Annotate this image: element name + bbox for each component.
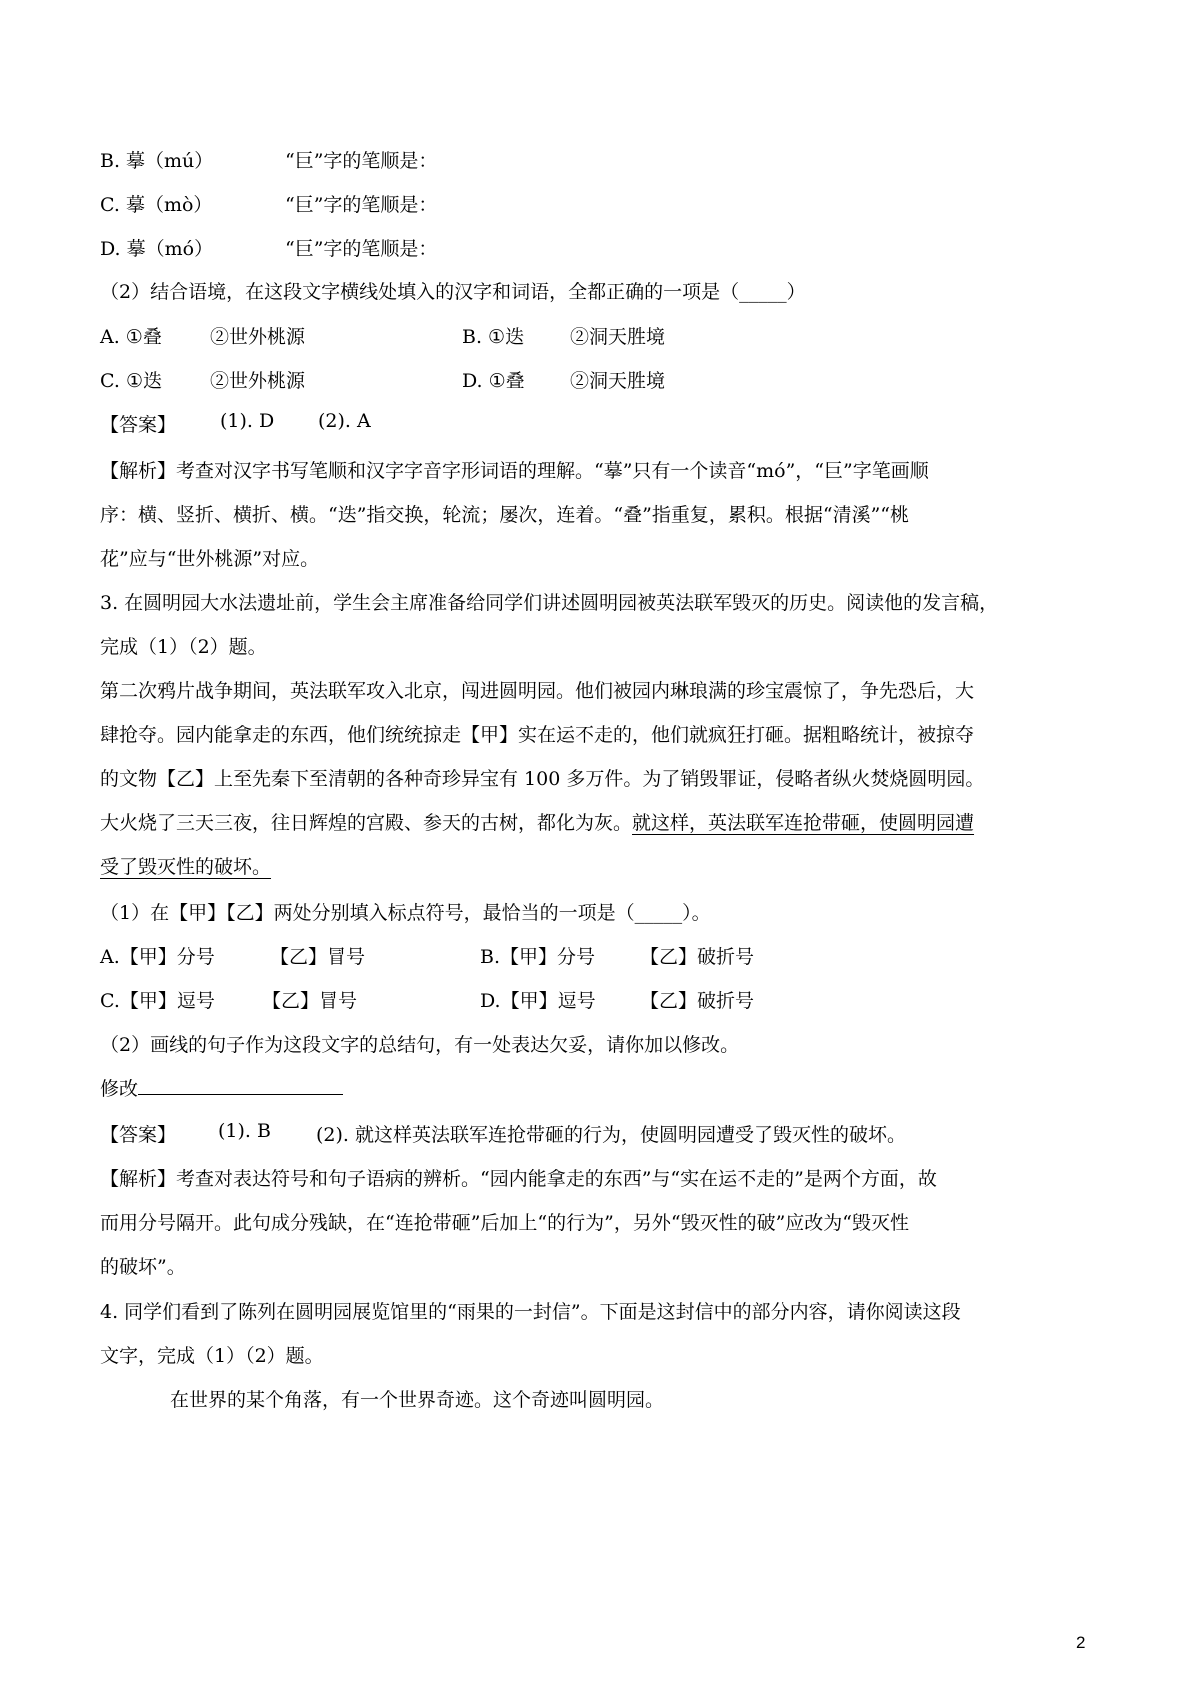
q3-answer-label: 【答案】 bbox=[100, 1124, 177, 1146]
q3-analysis-line-2: 而用分号隔开。此句成分残缺，在“连抢带砸”后加上“的行为”，另外“毁灭性的破”应改为“毁灭性 bbox=[100, 1212, 909, 1234]
q2-answer-part2: (2). A bbox=[318, 410, 371, 432]
q4-letter-line: 在世界的某个角落，有一个世界奇迹。这个奇迹叫圆明园。 bbox=[170, 1389, 665, 1411]
option-c-pinyin: C. 摹（mò） bbox=[100, 194, 213, 216]
q3-analysis-line-3: 的破坏”。 bbox=[100, 1256, 186, 1278]
q4-stem-line-2: 文字，完成（1）（2）题。 bbox=[100, 1345, 324, 1367]
q3-choice-d: D.【甲】逗号 bbox=[480, 990, 596, 1012]
option-d-pinyin: D. 摹（mó） bbox=[100, 238, 214, 260]
q3-passage-line-1: 第二次鸦片战争期间，英法联军攻入北京，闯进圆明园。他们被园内琳琅满的珍宝震惊了，争先恐后，大 bbox=[100, 680, 975, 702]
q2-choice-c: C. ①迭 bbox=[100, 370, 162, 392]
q2-analysis-line-1: 【解析】考查对汉字书写笔顺和汉字字音字形词语的理解。“摹”只有一个读音“mó”，“巨”字笔画顺 bbox=[100, 460, 929, 482]
q3-stem-line-1: 3. 在圆明园大水法遗址前，学生会主席准备给同学们讲述圆明园被英法联军毁灭的历史。阅读他的发言稿， bbox=[100, 592, 999, 614]
q3-choice-b: B.【甲】分号 bbox=[480, 946, 596, 968]
q2-choice-d: D. ①叠 bbox=[462, 370, 525, 392]
q3-choice-d-second: 【乙】破折号 bbox=[640, 990, 755, 1012]
page-number: 2 bbox=[1076, 1633, 1086, 1652]
q3-choice-a-second: 【乙】冒号 bbox=[270, 946, 366, 968]
option-c-row bbox=[100, 190, 212, 217]
q2-choice-b: B. ①迭 bbox=[462, 326, 525, 348]
q3-choice-a: A.【甲】分号 bbox=[100, 946, 215, 968]
q3-fix-row bbox=[100, 1074, 343, 1101]
option-b-pinyin: B. 摹（mú） bbox=[100, 150, 214, 172]
q3-sub2-prompt: （2）画线的句子作为这段文字的总结句，有一处表达欠妥，请你加以修改。 bbox=[100, 1034, 740, 1056]
q3-answer-part2: (2). 就这样英法联军连抢带砸的行为，使圆明园遭受了毁灭性的破坏。 bbox=[316, 1124, 906, 1146]
q3-choice-b-second: 【乙】破折号 bbox=[640, 946, 755, 968]
q3-fix-answer-blank[interactable] bbox=[138, 1078, 343, 1095]
q3-analysis-line-1: 【解析】考查对表达符号和句子语病的辨析。“园内能拿走的东西”与“实在运不走的”是两个方面，故 bbox=[100, 1168, 937, 1190]
q2-choice-a-word: ②世外桃源 bbox=[210, 326, 306, 348]
q3-stem-line-2: 完成（1）（2）题。 bbox=[100, 636, 267, 658]
option-b-stroke: “巨”字的笔顺是： bbox=[285, 150, 438, 172]
q3-choice-c-second: 【乙】冒号 bbox=[262, 990, 358, 1012]
q3-fix-label: 修改 bbox=[100, 1078, 139, 1100]
q3-passage-line-2: 肆抢夺。园内能拿走的东西，他们统统掠走【甲】实在运不走的，他们就疯狂打砸。据粗略统计，被掠夺 bbox=[100, 724, 975, 746]
q3-underlined-sentence-part2: 受了毁灭性的破坏。 bbox=[100, 856, 272, 878]
q3-choice-c: C.【甲】逗号 bbox=[100, 990, 215, 1012]
q2-sub2-prompt: （2）结合语境，在这段文字横线处填入的汉字和词语，全都正确的一项是（_____） bbox=[100, 281, 806, 303]
option-d-row bbox=[100, 234, 213, 261]
q3-answer-part1: (1). B bbox=[218, 1120, 271, 1142]
option-b-row bbox=[100, 146, 213, 173]
q4-stem-line-1: 4. 同学们看到了陈列在圆明园展览馆里的“雨果的一封信”。下面是这封信中的部分内容，请你阅读这段 bbox=[100, 1301, 961, 1323]
q2-choice-d-word: ②洞天胜境 bbox=[570, 370, 666, 392]
q3-passage-line-4 bbox=[100, 808, 974, 835]
q2-choice-a: A. ①叠 bbox=[100, 326, 162, 348]
q2-choice-b-word: ②洞天胜境 bbox=[570, 326, 666, 348]
q2-choice-c-word: ②世外桃源 bbox=[210, 370, 306, 392]
q3-sub1-prompt: （1）在【甲】【乙】两处分别填入标点符号，最恰当的一项是（_____）。 bbox=[100, 902, 711, 924]
q3-passage-plain: 大火烧了三天三夜，往日辉煌的宫殿、参天的古树，都化为灰。 bbox=[100, 812, 633, 834]
option-c-stroke: “巨”字的笔顺是： bbox=[285, 194, 438, 216]
q2-analysis-line-2: 序：横、竖折、横折、横。“迭”指交换，轮流；屡次，连着。“叠”指重复，累积。根据“清溪”“桃 bbox=[100, 504, 909, 526]
q2-answer-part1: (1). D bbox=[220, 410, 275, 432]
q3-passage-line-3: 的文物【乙】上至先秦下至清朝的各种奇珍异宝有 100 多万件。为了销毁罪证，侵略者纵火焚烧圆明园。 bbox=[100, 768, 985, 790]
q2-analysis-line-3: 花”应与“世外桃源”对应。 bbox=[100, 548, 320, 570]
option-d-stroke: “巨”字的笔顺是： bbox=[285, 238, 438, 260]
q2-answer-label: 【答案】 bbox=[100, 414, 177, 436]
q3-underlined-sentence-part1: 就这样，英法联军连抢带砸，使圆明园遭 bbox=[632, 812, 975, 834]
